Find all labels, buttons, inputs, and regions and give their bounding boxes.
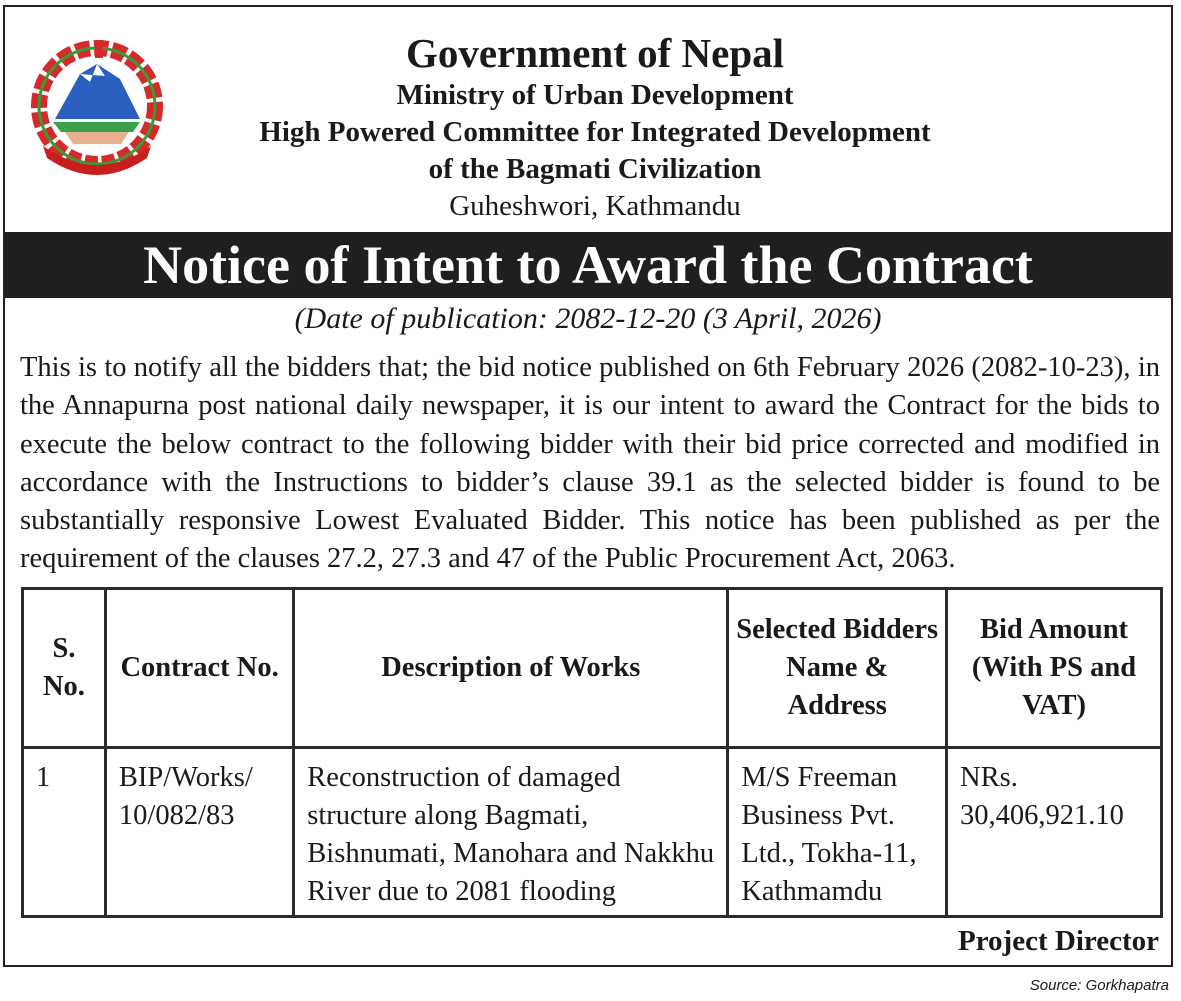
- office-address: Guheshwori, Kathmandu: [449, 190, 741, 222]
- header-sno: S. No.: [23, 589, 106, 748]
- header-amount: Bid Amount (With PS and VAT): [947, 589, 1162, 748]
- header-description: Description of Works: [294, 589, 728, 748]
- government-name: Government of Nepal: [405, 30, 785, 76]
- notice-frame: [3, 5, 1173, 967]
- cell-bidder: M/S Freeman Business Pvt. Ltd., Tokha-11, Kathmamdu: [728, 748, 947, 917]
- committee-name-line1: High Powered Committee for Integrated Development: [259, 116, 931, 148]
- cell-sno: 1: [23, 748, 106, 917]
- nepal-coat-of-arms-icon: [25, 34, 170, 179]
- committee-name-line2: of the Bagmati Civilization: [428, 153, 762, 185]
- notice-title: Notice of Intent to Award the Contract: [5, 232, 1171, 298]
- cell-contract-no: BIP/Works/ 10/082/83: [105, 748, 293, 917]
- notice-body: This is to notify all the bidders that; the bid notice published on 6th February 2026 (2082-10-23), in the Annapurna post national daily newspaper, it is our intent to award the Contract for the bids to execute the below contract to the following bidder with their bid price corrected and modified in accordance with the Instructions to bidder’s clause 39.1 as the selected bidder is found to be substantially responsive Lowest Evaluated Bidder. This notice has been published as per the requirement of the clauses 27.2, 27.3 and 47 of the Public Procurement Act, 2063.: [20, 352, 1160, 575]
- ministry-name: Ministry of Urban Development: [396, 79, 794, 111]
- cell-amount: NRs. 30,406,921.10: [947, 748, 1162, 917]
- award-table: [21, 587, 1163, 918]
- table-header-row: [23, 589, 1162, 748]
- publication-date: (Date of publication: 2082-12-20 (3 April, 2026): [294, 302, 882, 335]
- header-contract-no: Contract No.: [105, 589, 293, 748]
- cell-description: Reconstruction of damaged structure along Bagmati, Bishnumati, Manohara and Nakkhu River due to 2081 flooding: [294, 748, 728, 917]
- table-row: [23, 748, 1162, 917]
- header-bidder: Selected Bidders Name & Address: [728, 589, 947, 748]
- letterhead: [185, 29, 1005, 225]
- signatory: Project Director: [958, 925, 1159, 957]
- source-credit: Source: Gorkhapatra: [1029, 977, 1169, 994]
